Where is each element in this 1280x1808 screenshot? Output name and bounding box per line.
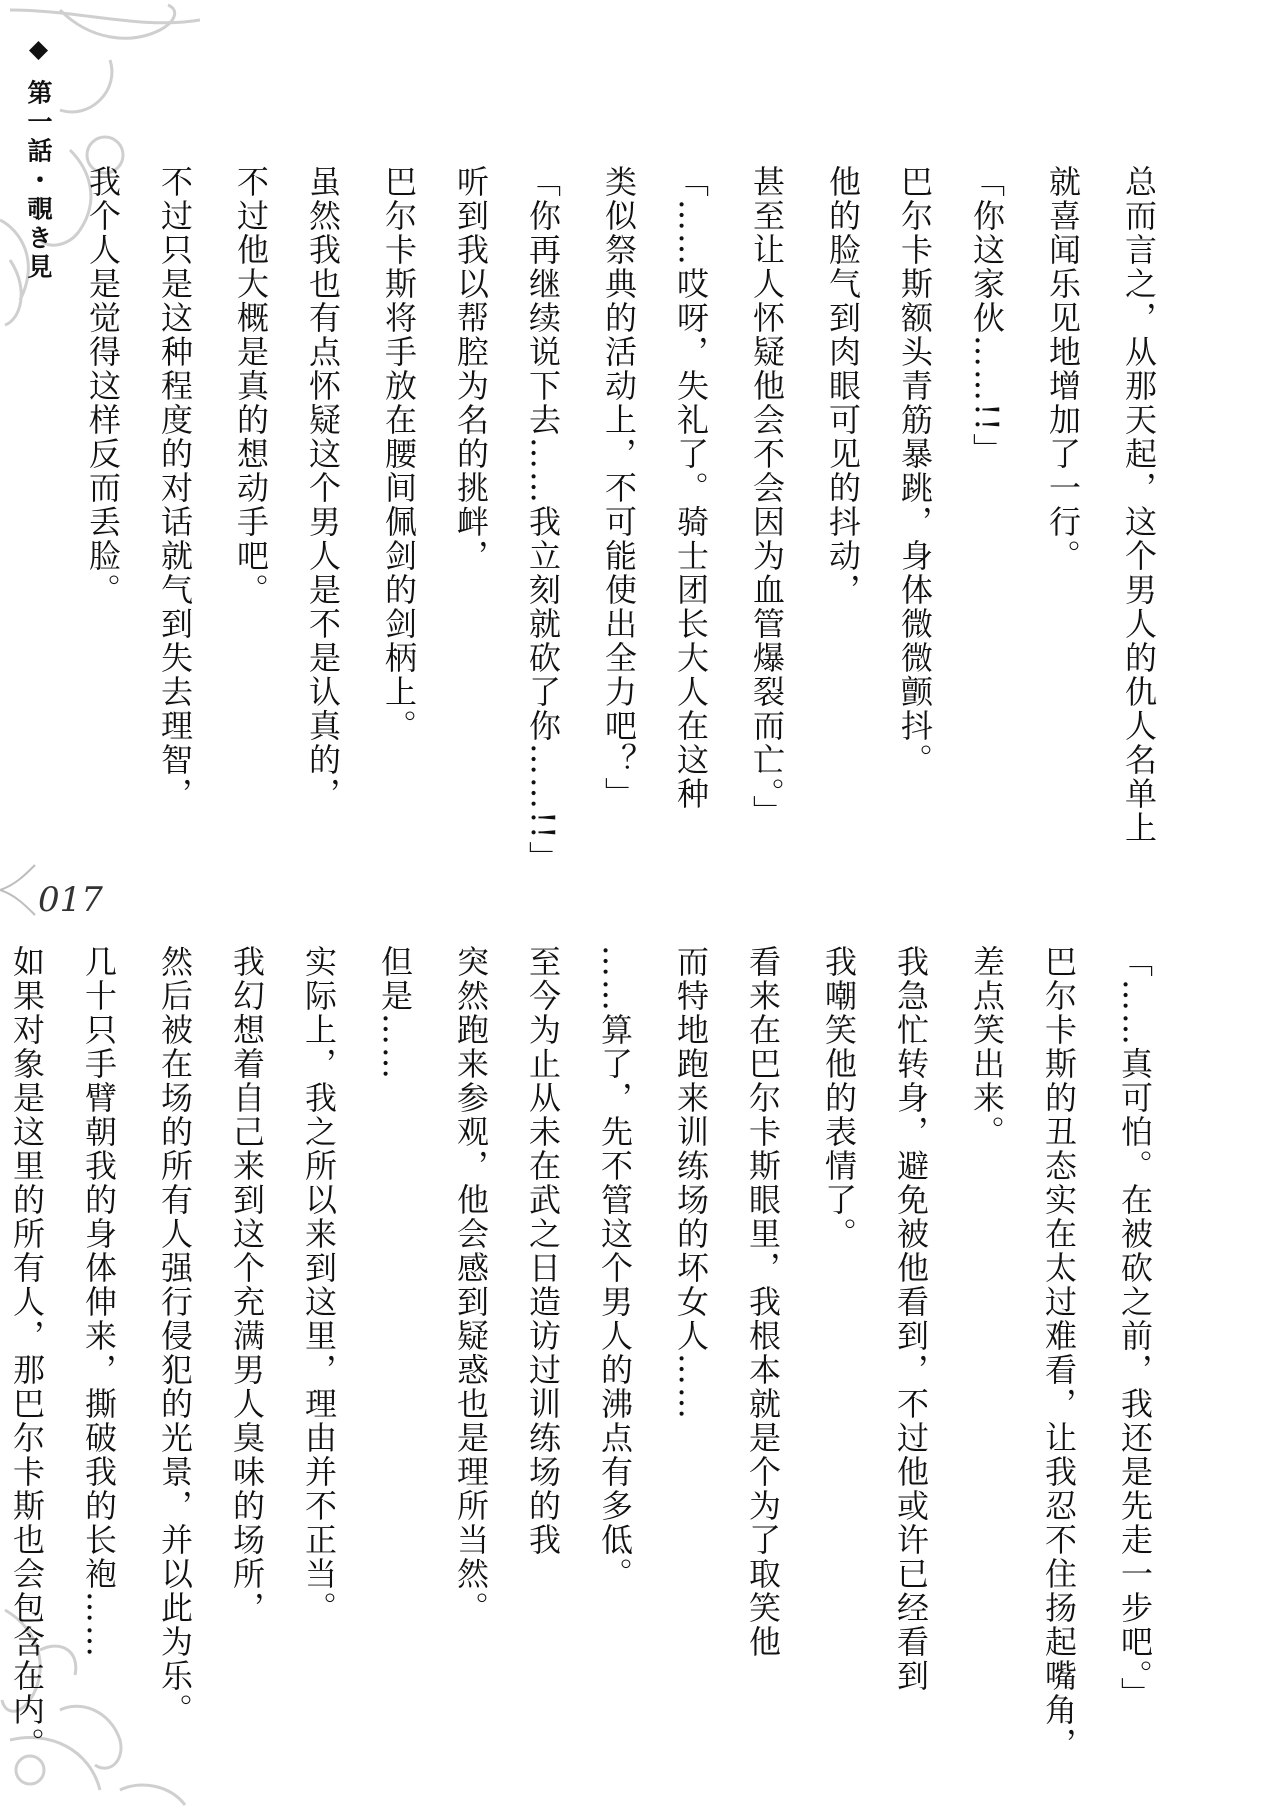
paragraph: 我幻想着自己来到这个充满男人臭味的场所， [228, 945, 266, 1625]
paragraph: 但是…… [376, 945, 414, 1081]
paragraph: 巴尔卡斯将手放在腰间佩剑的剑柄上。 [380, 165, 418, 743]
paragraph: 我嘲笑他的表情了。 [820, 945, 858, 1251]
paragraph: 虽然我也有点怀疑这个男人是不是认真的， [304, 165, 342, 811]
paragraph: 突然跑来参观，他会感到疑惑也是理所当然。 [452, 945, 490, 1625]
paragraph: 几十只手臂朝我的身体伸来，撕破我的长袍…… [80, 945, 118, 1659]
paragraph: 至今为止从未在武之日造访过训练场的我 [524, 945, 562, 1557]
paragraph: 甚至让人怀疑他会不会因为血管爆裂而亡。」 [748, 165, 786, 829]
paragraph: 类似祭典的活动上，不可能使出全力吧？」 [600, 165, 638, 811]
paragraph: 听到我以帮腔为名的挑衅， [452, 165, 490, 573]
diamond-icon: ◆ [24, 34, 53, 67]
paragraph: ……算了，先不管这个男人的沸点有多低。 [596, 945, 634, 1591]
paragraph: 总而言之，从那天起，这个男人的仇人名单上 [1120, 165, 1158, 845]
paragraph: 「……哎呀，失礼了。骑士团长大人在这种 [672, 165, 710, 811]
page-number: 017 [38, 880, 103, 920]
paragraph: 我急忙转身，避免被他看到，不过他或许已经看到 [892, 945, 930, 1693]
paragraph: 「你再继续说下去……我立刻就砍了你……!!」 [524, 165, 562, 875]
paragraph: 看来在巴尔卡斯眼里，我根本就是个为了取笑他 [744, 945, 782, 1659]
paragraph: 「……真可怕。在被砍之前，我还是先走一步吧。」 [1116, 945, 1154, 1711]
chapter-title: 第一話・覗き見 [24, 79, 53, 283]
paragraph: 巴尔卡斯额头青筋暴跳，身体微微颤抖。 [896, 165, 934, 777]
paragraph: 就喜闻乐见地增加了一行。 [1044, 165, 1082, 573]
flourish-divider-icon [0, 860, 40, 920]
text-block-bottom [0, 945, 1154, 1761]
paragraph: 如果对象是这里的所有人，那巴尔卡斯也会包含在内。 [8, 945, 46, 1761]
paragraph: 实际上，我之所以来到这里，理由并不正当。 [300, 945, 338, 1625]
text-block-top [46, 165, 1158, 875]
paragraph: 而特地跑来训练场的坏女人…… [672, 945, 710, 1421]
paragraph: 不过他大概是真的想动手吧。 [232, 165, 270, 607]
paragraph: 他的脸气到肉眼可见的抖动， [824, 165, 862, 607]
paragraph: 差点笑出来。 [968, 945, 1006, 1149]
paragraph: 然后被在场的所有人强行侵犯的光景，并以此为乐。 [156, 945, 194, 1727]
paragraph: 「你这家伙……!!」 [968, 165, 1006, 467]
paragraph: 我个人是觉得这样反而丢脸。 [84, 165, 122, 607]
paragraph: 巴尔卡斯的丑态实在太过难看，让我忍不住扬起嘴角， [1040, 945, 1078, 1761]
paragraph: 不过只是这种程度的对话就气到失去理智， [156, 165, 194, 811]
